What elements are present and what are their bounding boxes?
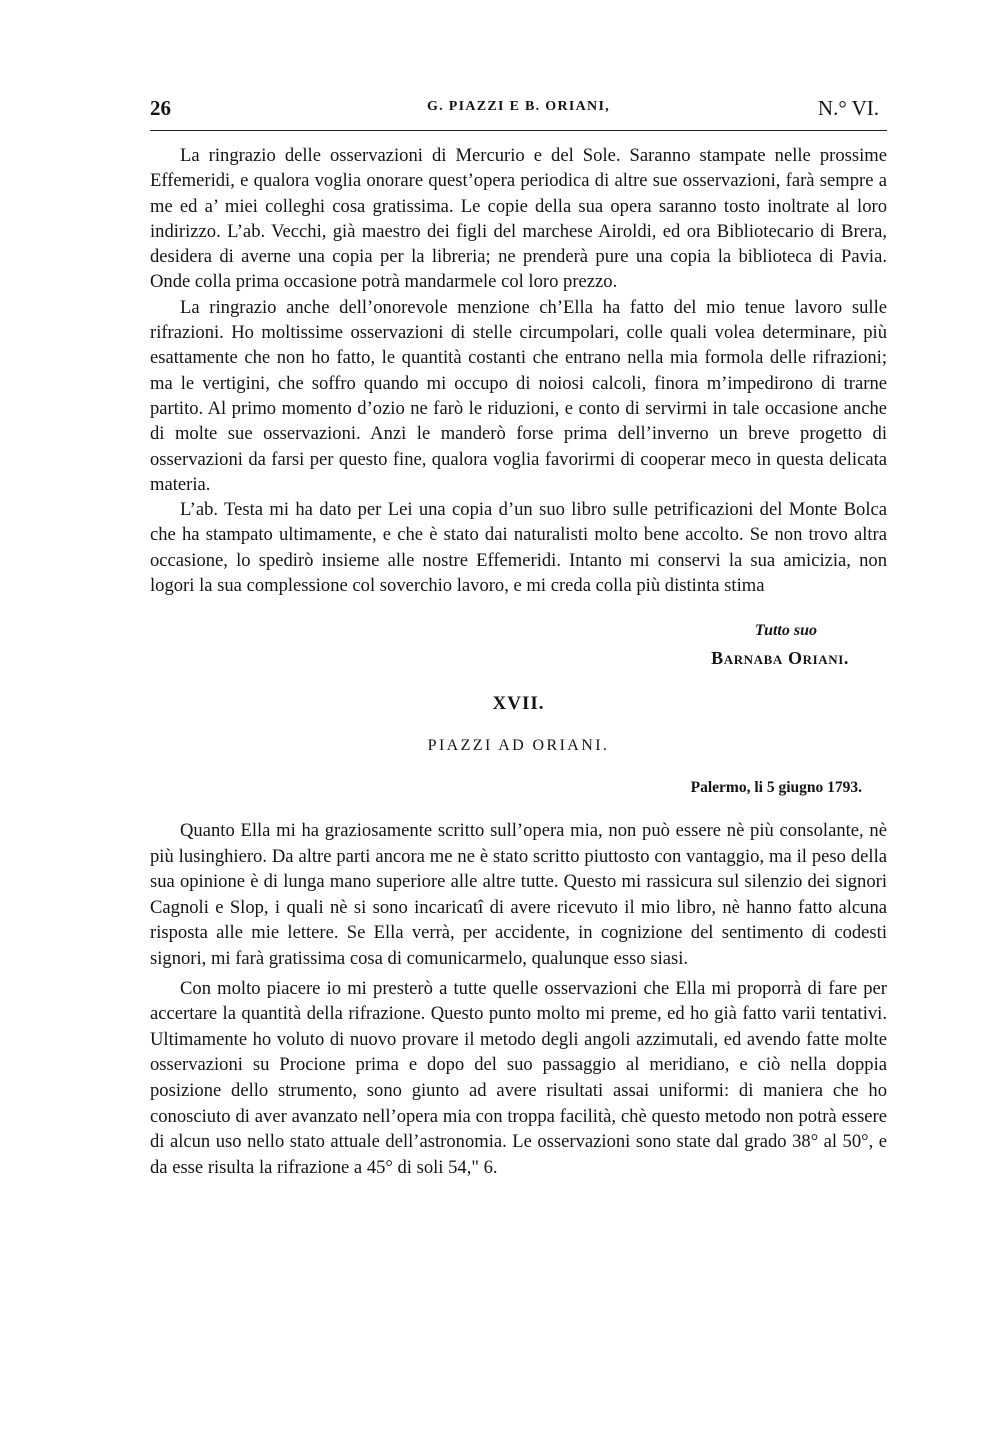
letter-vi-body <box>150 143 887 598</box>
place-date: Palermo, li 5 giugno 1793. <box>690 779 862 796</box>
page-number: 26 <box>150 96 171 120</box>
paragraph: Quanto Ella mi ha graziosamente scritto sull’opera mia, non può essere nè più consolante, nè più lusinghiero. Da altre parti ancora me ne è stato scritto piuttosto con vantaggio, ma il peso della sua opinione è di lunga mano superiore alle altre tutte. Questo mi rassicura sul silenzio dei signori Cagnoli e Slop, i quali nè si sono incaricatî di avere ricevuto il mio libro, nè hanno fatto alcuna risposta alle mie lettere. Se Ella verrà, per accidente, in cognizione del sentimento di codesti signori, mi farà gratissima cosa di comunicarmelo, qualunque esso siasi. <box>150 820 887 969</box>
letter-heading: PIAZZI AD ORIANI. <box>427 737 610 754</box>
signature: Barnaba Oriani. <box>711 648 849 668</box>
paragraph: Con molto piacere io mi presterò a tutte quelle osservazioni che Ella mi proporrà di fare per accertare la quantità della rifrazione. Questo punto molto mi preme, ed ho già fatto varii tentativi. Ultimamente ho voluto di nuovo provare il metodo degli angoli azzimutali, ed avendo fatte molte osservazioni su Procione prima e dopo del suo passaggio al meridiano, e ciò nella doppia posizione dello strumento, sono giunto ad avere risultati assai uniformi: di maniera che ho conosciuto di aver avanzato nell’opera mia con troppa facilità, chè questo metodo non potrà essere di alcun uso nello stato attuale dell’astronomia. Le osservazioni sono state dal grado 38° al 50°, e da esse risulta la rifrazione a 45° di soli 54," 6. <box>150 977 887 1178</box>
document-page <box>150 0 887 1452</box>
paragraph: La ringrazio anche dell’onorevole menzione ch’Ella ha fatto del mio tenue lavoro sulle rifrazioni. Ho moltissime osservazioni di stelle circumpolari, colle quali volea determinare, più esattamente che non ho fatto, le quantità costanti che entrano nella mia formola delle rifrazioni; ma le vertigini, che soffro quando mi occupo di noiosi calcoli, finora m’impedirono di trarne partito. Al primo momento d’ozio ne farò le riduzioni, e conto di servirmi in tale occasione anche di molte sue osservazioni. Anzi le manderò forse prima dell’inverno un breve progetto di osservazioni da farsi per questo fine, qualora voglia favorirmi di cooperar meco in questa delicata materia. <box>150 296 887 495</box>
header-rule <box>150 130 887 131</box>
closing-formula: Tutto suo <box>754 622 817 639</box>
letter-xvii-body <box>150 818 887 1180</box>
letter-number: XVII. <box>492 693 545 714</box>
paragraph: La ringrazio delle osservazioni di Mercurio e del Sole. Saranno stampate nelle prossime Effemeridi, e qualora voglia onorare quest’opera periodica di altre sue osservazioni, farà sempre a me ed a’ miei colleghi cosa gratissima. Le copie della sua opera saranno tosto inoltrate al loro indirizzo. L’ab. Vecchi, già maestro dei figli del marchese Airoldi, ed ora Bibliotecario di Brera, desidera di averne una copia per la libreria; ne prenderà pure una copia la biblioteca di Pavia. Onde colla prima occasione potrà mandarmele col loro prezzo. <box>150 145 887 293</box>
document-number: N.° VI. <box>817 96 879 120</box>
running-header <box>150 96 887 122</box>
paragraph: L’ab. Testa mi ha dato per Lei una copia d’un suo libro sulle petrificazioni del Monte Bolca che ha stampato ultimamente, e che è stato dai naturalisti molto bene accolto. Se non trovo altra occasione, lo spedirò insieme alle nostre Effemeridi. Intanto mi conservi la sua amicizia, non logori la sua complessione col soverchio lavoro, e mi creda colla più distinta stima <box>150 499 887 597</box>
running-title: G. PIAZZI E B. ORIANI, <box>426 99 611 114</box>
